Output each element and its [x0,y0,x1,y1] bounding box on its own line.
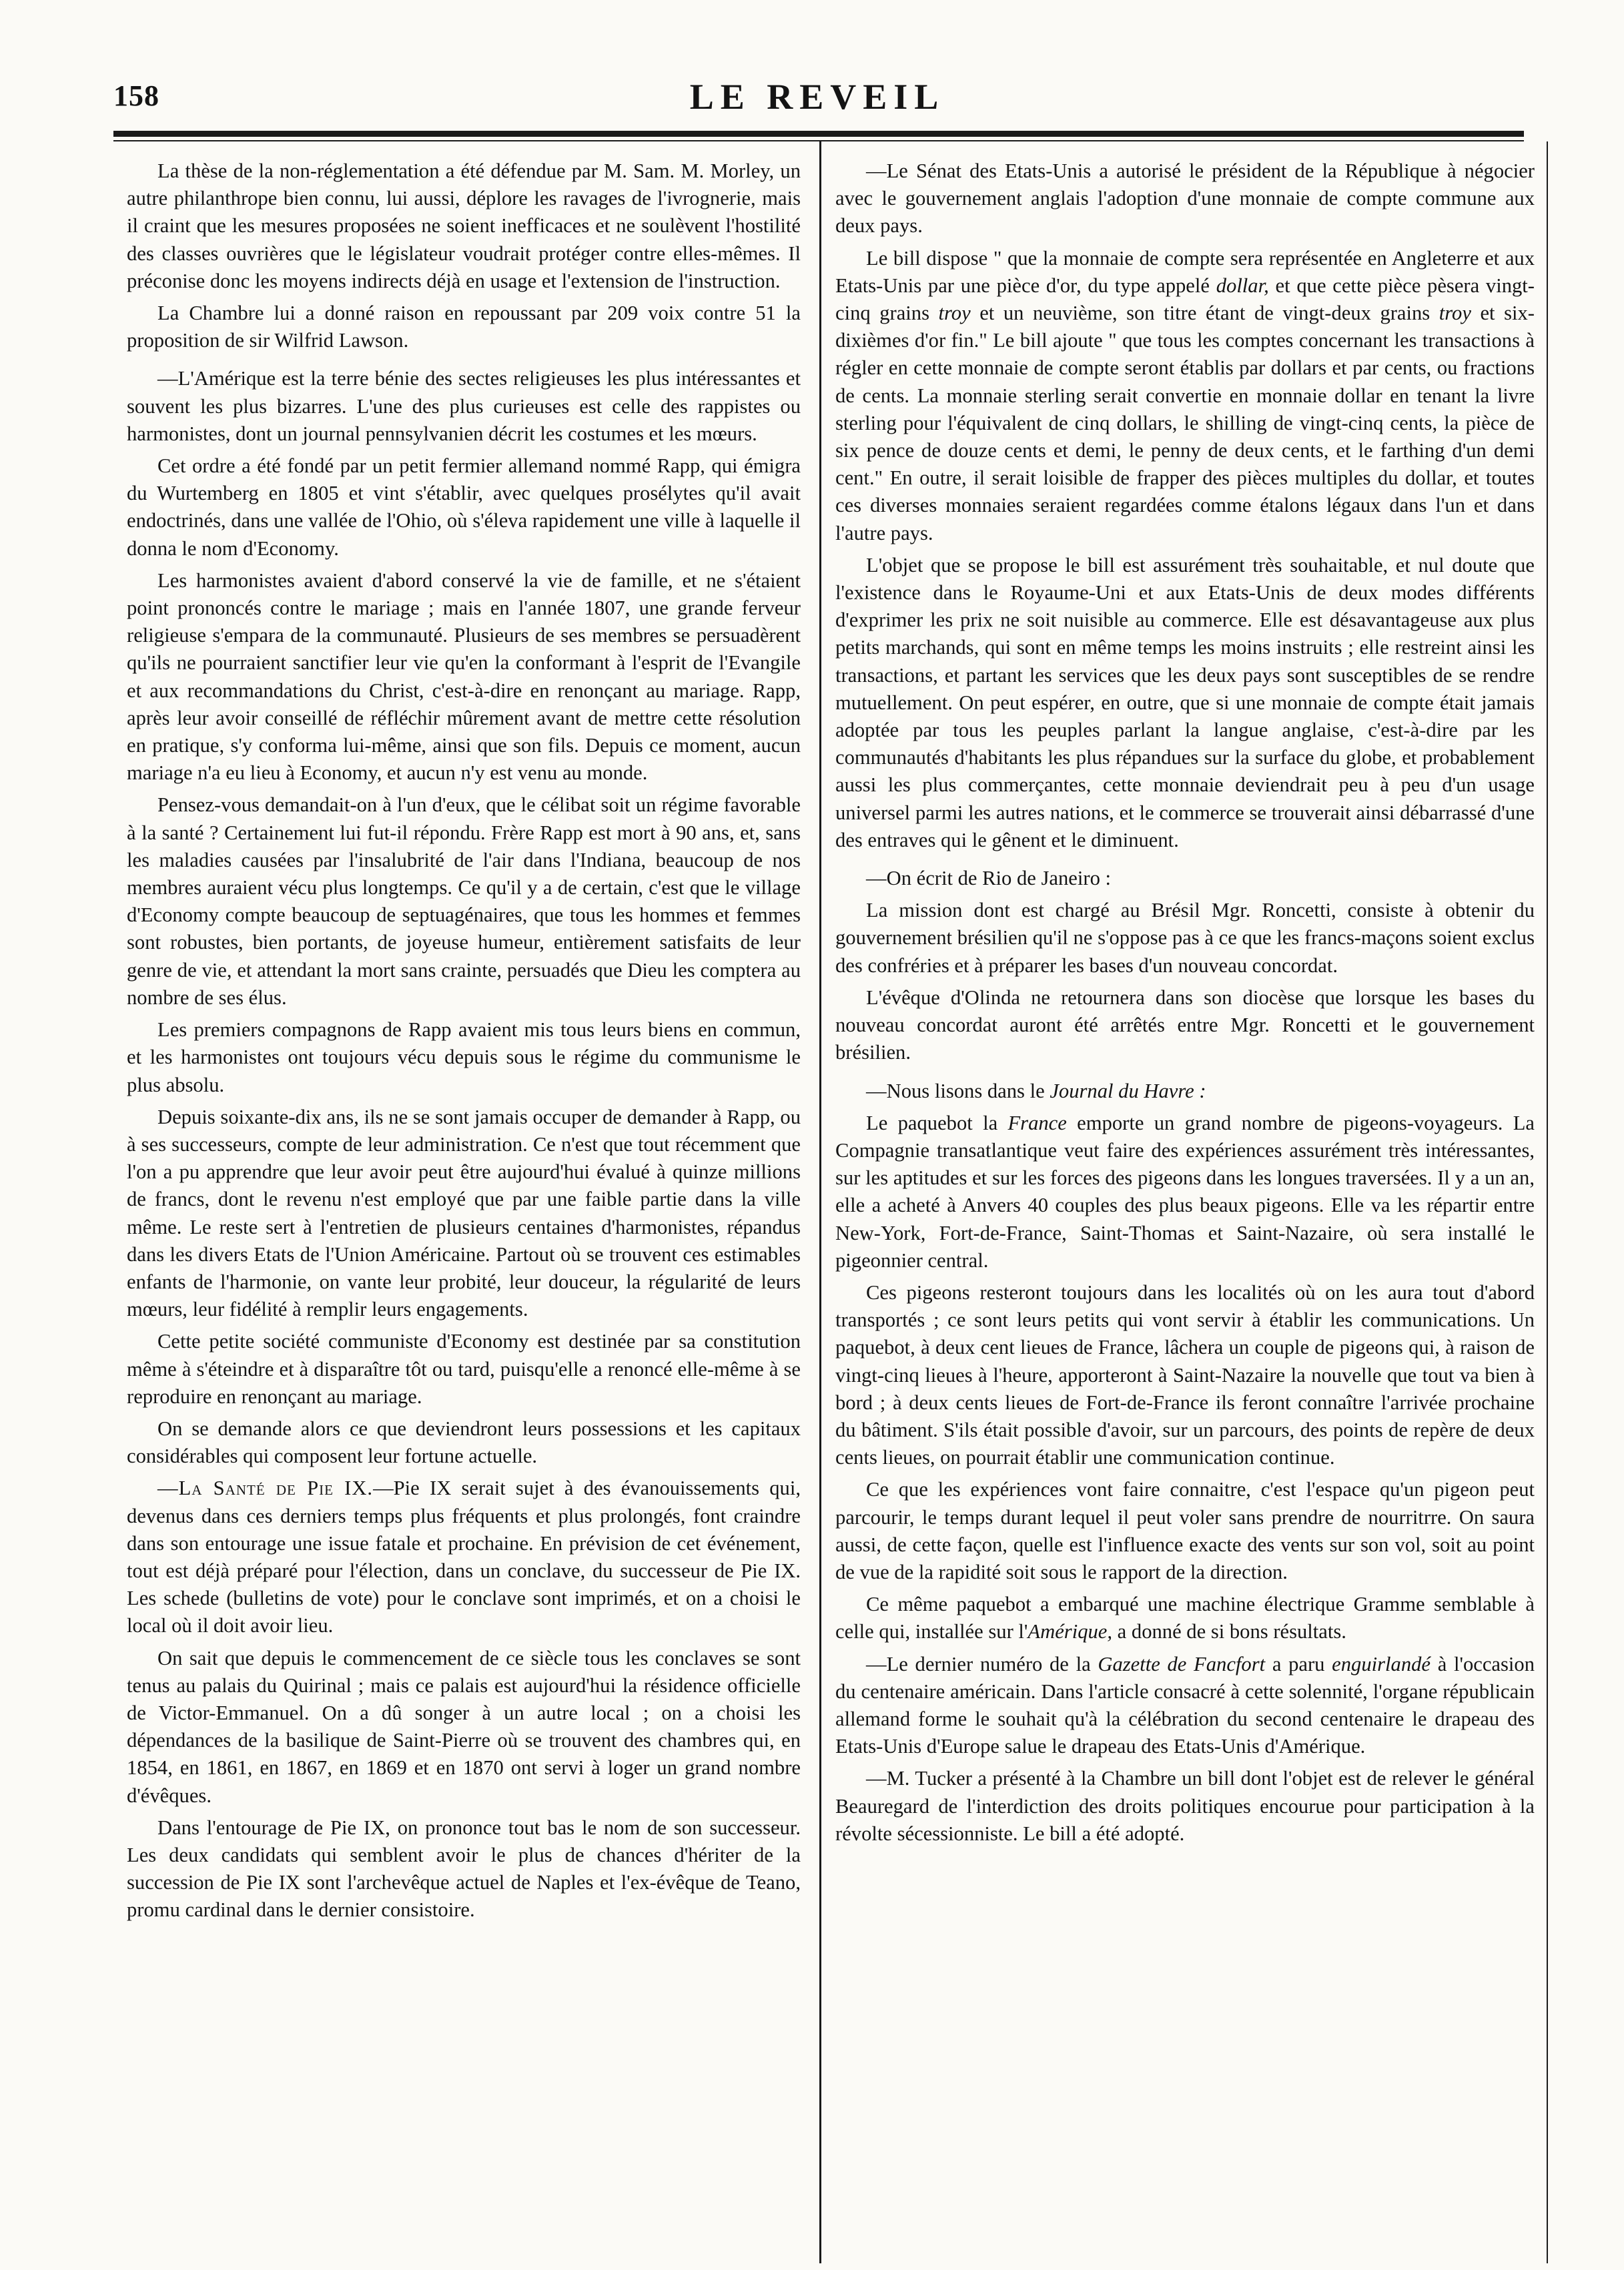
paragraph: On sait que depuis le commencement de ce siècle tous les conclaves se sont tenus au palais du Quirinal ; mais ce palais est aujourd'hui la résidence officielle de Victor-Emmanuel. On a dû songer à un autre local ; on a choisi les dépendances de la basilique de Saint-Pierre où se trouvent des chambres qui, en 1854, en 1861, en 1867, en 1869 et en 1870 ont servi à loger un grand nombre d'évêques. [127,1646,801,1807]
italic-text: troy [1439,302,1471,325]
italic-text: Gazette de Fancfort [1098,1652,1266,1675]
section-heading: —La Santé de Pie IX. [157,1477,374,1500]
paragraph: Ces pigeons resteront toujours dans les localités où on les aura tout d'abord transportés ; ce sont leurs petits qui vont servir à établir les communications. Un paquebot, à deux cent lieues de France, lâchera un couple de pigeons qui, à raison de vingt-cinq lieues à l'heure, apporteront à Saint-Nazaire la nouvelle que tout va bien à bord ; à deux cents lieues de Fort-de-France ils feront connaître l'arrivée prochaine du bâtiment. S'ils était possible d'avoir, sur un parcours, des points de repère de deux cents lieues, on pourrait établir une communication continue. [835,1280,1535,1469]
paragraph: L'évêque d'Olinda ne retournera dans son diocèse que lorsque les bases du nouveau concordat auront été arrêtés entre Mgr. Roncetti et le gouvernement brésilien. [835,986,1535,1064]
paragraph [835,1651,1535,1761]
italic-text: dollar, [1216,274,1269,297]
paragraph: Ce que les expériences vont faire connaitre, c'est l'espace qu'un pigeon peut parcourir, le temps durant lequel il peut voler sans prendre de nourritrre. On saura aussi, de cette façon, quelle est l'influence exacte des vents sur son vol, soit au point de vue de la rapidité soit sous le rapport de la direction. [835,1478,1535,1583]
page-number: 158 [113,79,159,112]
paragraph [835,245,1535,547]
column-divider [819,141,821,2263]
paragraph-text: et un neuvième, son titre étant de vingt-deux grains [970,302,1439,325]
paragraph-text: Ce même paquebot a embarqué une machine électrique Gramme semblable à celle qui, installée sur l' [835,1593,1535,1643]
paragraph-text: —Nous lisons dans le [866,1079,1050,1102]
paragraph [835,1110,1535,1274]
italic-text: Amérique, [1028,1620,1113,1643]
italic-text: troy [938,302,971,325]
paragraph-text: emporte un grand nombre de pigeons-voyageurs. La Compagnie transatlantique veut faire des expériences assurément très intéressantes, sur les aptitudes et sur les forces des pigeons dans les longues traversées. Il y a un an, elle a acheté à Anvers 40 couples des plus beaux pigeons. Elle va les répartir entre New-York, Fort-de-France, Saint-Thomas et Saint-Nazaire, où sera installé le pigeonnier central. [835,1111,1535,1272]
paragraph: —On écrit de Rio de Janeiro : [866,867,1112,890]
header-rule-thin [113,140,1524,141]
paragraph-text: a donné de si bons résultats. [1112,1620,1346,1643]
paragraph: La mission dont est chargé au Brésil Mgr. Roncetti, consiste à obtenir du gouvernement brésilien qu'il ne s'oppose pas à ce que les francs-maçons soient exclus des confréries et à préparer les bases d'un nouveau concordat. [835,899,1535,977]
paragraph-text: Le bill dispose " que la monnaie de compte sera représentée en Angleterre et aux Etats-Unis par une pièce d'or, du type appelé [835,246,1535,297]
paragraph [835,1078,1535,1105]
italic-text: enguirlandé [1332,1652,1431,1675]
paragraph: La thèse de la non-réglementation a été défendue par M. Sam. M. Morley, un autre philanthrope bien connu, lui aussi, déplore les ravages de l'ivrognerie, mais il craint que les mesures proposées ne soient inefficaces et ne soulèvent l'hostilité des classes ouvrières que le législateur voudrait protéger contre elles-mêmes. Il préconise donc les moyens indirects déjà en usage et l'extension de l'instruction. [127,159,801,292]
journal-title: LE REVEIL [689,77,945,117]
right-column [835,157,1535,1852]
italic-text: France [1007,1111,1067,1134]
paragraph [127,1475,801,1639]
paragraph: Pensez-vous demandait-on à l'un d'eux, que le célibat soit un régime favorable à la santé ? Certainement lui fut-il répondu. Frère Rapp est mort à 90 ans, et, sans les maladies causées par l'insalubrité de l'air dans l'Indiana, beaucoup de nos membres auraient vécu plus longtemps. Ce qu'il y a de certain, c'est que le village d'Economy compte beaucoup de septuagénaires, que tous les hommes et femmes sont robustes, bien portants, de joyeuse humeur, entièrement satisfaits de leur genre de vie, et attendant la mort sans crainte, persuadés que Dieu les comptera au nombre de ses élus. [127,793,801,1009]
page-header [113,79,1521,132]
paragraph: —L'Amérique est la terre bénie des sectes religieuses les plus intéressantes et souvent les plus bizarres. L'une des plus curieuses est celle des rappistes ou harmonistes, dont un journal pennsylvanien décrit les costumes et les mœurs. [127,367,801,445]
paragraph: Les harmonistes avaient d'abord conservé la vie de famille, et ne s'étaient point prononcés contre le mariage ; mais en l'année 1807, une grande ferveur religieuse s'empara de la communauté. Plusieurs de ses membres se persuadèrent qu'ils ne pourraient sanctifier leur vie qu'en la conformant à l'esprit de l'Evangile et aux recommandations du Christ, c'est-à-dire en renonçant au mariage. Rapp, après leur avoir conseillé de réfléchir mûrement avant de mettre cette résolution en pratique, s'y conforma lui-même, ainsi que son fils. Depuis ce moment, aucun mariage n'a eu lieu à Economy, et aucun n'y est venu au monde. [127,569,801,785]
paragraph: —Le Sénat des Etats-Unis a autorisé le président de la République à négocier avec le gouvernement anglais l'adoption d'une monnaie de compte commune aux deux pays. [835,159,1535,238]
paragraph-text: —Pie IX serait sujet à des évanouissements qui, devenus dans ces derniers temps plus fréquents et plus prolongés, font craindre dans son entourage une issue fatale et prochaine. En prévision de cet événement, tout est déjà préparé pour l'élection, dans un conclave, du successeur de Pie IX. Les schede (bulletins de vote) pour le conclave sont imprimés, et on a choisi le local où il doit avoir lieu. [127,1477,801,1637]
paragraph-text: —Le dernier numéro de la [866,1652,1098,1675]
paragraph: —M. Tucker a présenté à la Chambre un bill dont l'objet est de relever le général Beauregard de l'interdiction des droits politiques encourue pour participation à la révolte sécessionniste. Le bill a été adopté. [835,1767,1535,1845]
left-column [127,157,801,1929]
paragraph: Cet ordre a été fondé par un petit fermier allemand nommé Rapp, qui émigra du Wurtemberg en 1805 et vint s'établir, avec quelques prosélytes qu'il avait endoctrinés, dans une vallée de l'Ohio, où s'éleva rapidement une ville à laquelle il donna le nom d'Economy. [127,454,801,560]
paragraph: L'objet que se propose le bill est assurément très souhaitable, et nul doute que l'existence dans le Royaume-Uni et aux Etats-Unis de deux modes différents d'exprimer les prix ne soit nuisible au commerce. Elle est désavantageuse aux plus petits marchands, qui sont en même temps les moins instruits ; elle restreint ainsi les transactions, et partant les services que les deux pays sont susceptibles de se rendre mutuellement. On peut espérer, en outre, que si une monnaie de compte était jamais adoptée par tous les peuples parlant la langue anglaise, c'est-à-dire par les communautés d'habitants les plus répandues sur la surface du globe, et probablement aussi les plus commerçantes, cette monnaie deviendrait peu à peu d'un usage universel parmi les autres nations, et le commerce se trouverait ainsi débarrassé d'une des entraves qui le gênent et le diminuent. [835,553,1535,851]
paragraph-text: à l'occasion du centenaire américain. Dans l'article consacré à cette solennité, l'organe républicain allemand forme le souhait qu'à la célébration du second centenaire le drapeau des Etats-Unis d'Europe salue le drapeau des Etats-Unis d'Amérique. [835,1652,1535,1758]
paragraph: La Chambre lui a donné raison en repoussant par 209 voix contre 51 la proposition de sir Wilfrid Lawson. [127,302,801,352]
paragraph: Les premiers compagnons de Rapp avaient mis tous leurs biens en commun, et les harmonistes ont toujours vécu depuis sous le régime du communisme le plus absolu. [127,1018,801,1096]
italic-text: Journal du Havre : [1050,1079,1206,1102]
paragraph: Cette petite société communiste d'Economy est destinée par sa constitution même à s'éteindre et à disparaître tôt ou tard, puisqu'elle a renoncé elle-même à se reproduire en renonçant au mariage. [127,1330,801,1408]
paragraph-text: et que cette pièce pèsera vingt-cinq grains [835,274,1535,325]
paragraph-text: et six-dixièmes d'or fin." Le bill ajoute " que tous les comptes concernant les transactions à régler en cette monnaie de compte seront établis par dollars et par cents, ou fractions de cents. La monnaie sterling serait convertie en monnaie dollar en tenant la livre sterling pour l'équivalent de cinq dollars, le shilling de vingt-cinq cents, la pièce de six pence de douze cents et demi, le penny de deux cents, et le farthing d'un demi cent." En outre, il serait loisible de frapper des pièces multiples du dollar, et toutes ces diverses monnaies seraient regardées comme étalons légaux dans l'un et dans l'autre pays. [835,302,1535,544]
paragraph: Dans l'entourage de Pie IX, on prononce tout bas le nom de son successeur. Les deux candidats qui semblent avoir le plus de chances d'hériter de la succession de Pie IX sont l'archevêque actuel de Naples et l'ex-évêque de Teano, promu cardinal dans le dernier consistoire. [127,1816,801,1922]
paragraph-text: Le paquebot la [866,1111,1008,1134]
paragraph: Depuis soixante-dix ans, ils ne se sont jamais occuper de demander à Rapp, ou à ses successeurs, compte de leur administration. Ce n'est que tout récemment que l'on a pu apprendre que leur avoir peut être aujourd'hui évalué à quinze millions de francs, dont le revenu n'est employé que par une faible partie dans la ville même. Le reste sert à l'entretien de plusieurs centaines d'harmonistes, répandus dans les divers Etats de l'Union Américaine. Partout où se trouvent ces estimables enfants de l'harmonie, on vante leur probité, leur douceur, la régularité de leurs mœurs, leur fidélité à remplir leurs engagements. [127,1105,801,1321]
paragraph: On se demande alors ce que deviendront leurs possessions et les capitaux considérables qui composent leur fortune actuelle. [127,1417,801,1468]
header-rule-thick [113,131,1524,137]
paragraph [835,1591,1535,1645]
right-margin-rule [1547,141,1548,2263]
paragraph-text: a paru [1265,1652,1332,1675]
